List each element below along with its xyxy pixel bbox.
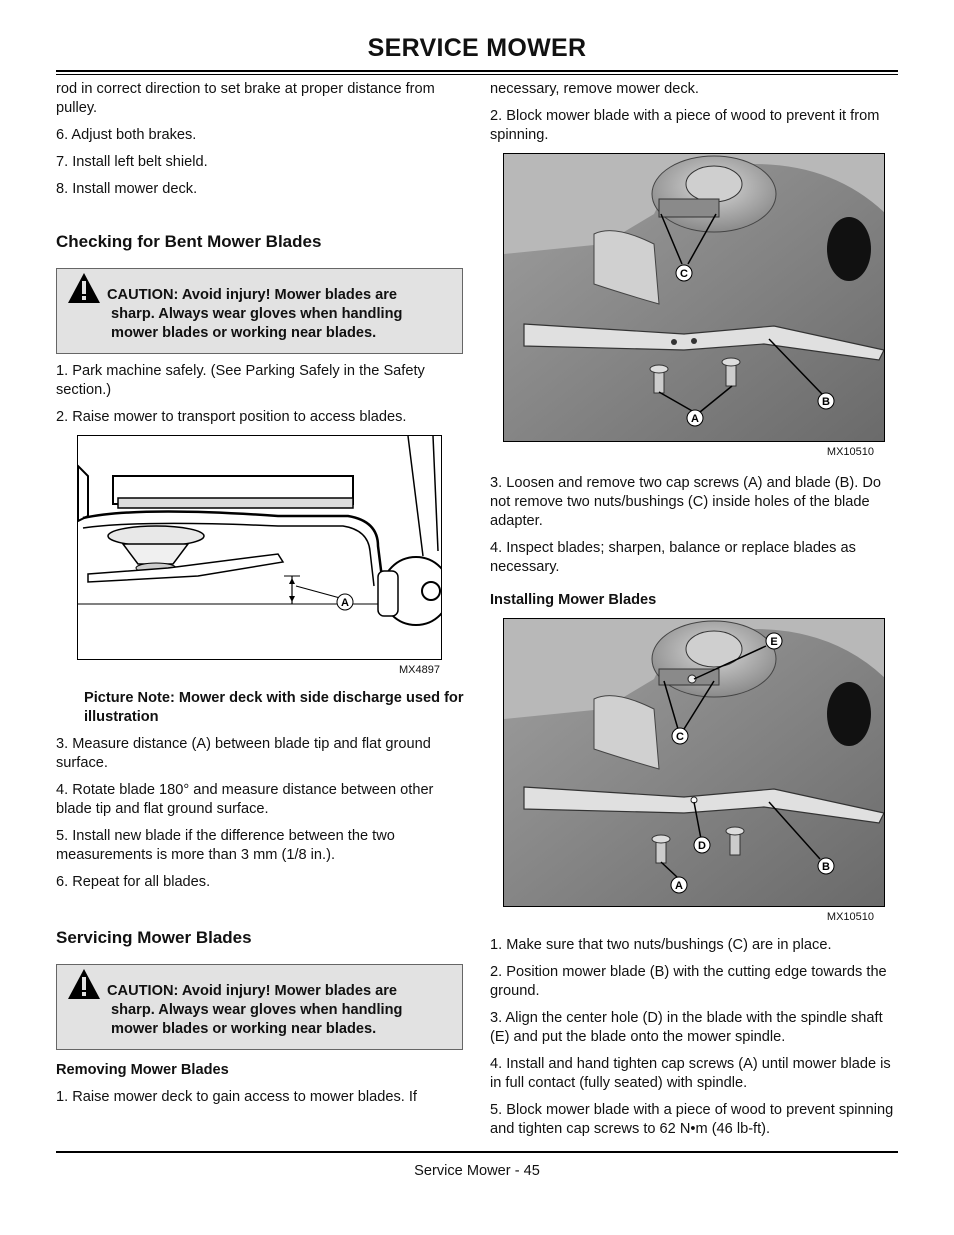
warning-triangle-icon [67,968,101,1000]
page-footer: Service Mower - 45 [414,1163,540,1179]
step: 1. Make sure that two nuts/bushings (C) are in place. [490,937,832,953]
caution-line: CAUTION: Avoid injury! Mower blades are [107,983,398,999]
blade-removal-illustration [504,154,885,442]
section-heading-checking: Checking for Bent Mower Blades [56,232,322,251]
subheading-installing: Installing Mower Blades [490,592,657,608]
caution-box [56,268,463,354]
warning-triangle-icon [67,272,101,304]
step: 6. Adjust both brakes. [56,127,197,143]
figure-deck-measure [77,435,442,660]
step: 3. Loosen and remove two cap screws (A) and blade (B). Do not remove two nuts/bushings (C) inside holes of the blade adapter. [490,475,881,529]
section-heading-servicing: Servicing Mower Blades [56,928,252,947]
figure-blade-install [503,618,885,907]
step: 2. Raise mower to transport position to access blades. [56,409,407,425]
header-rule [56,70,898,72]
callout-b: B [822,861,830,873]
callout-a: A [675,880,683,892]
blade-install-illustration [504,619,885,907]
caution-line: mower blades or working near blades. [111,1021,377,1037]
caution-box [56,964,463,1050]
caution-line: sharp. Always wear gloves when handling [111,306,403,322]
caution-line: sharp. Always wear gloves when handling [111,1002,403,1018]
step: 3. Align the center hole (D) in the blade with the spindle shaft (E) and put the blade onto the mower spindle. [490,1010,883,1045]
figure-blade-removal [503,153,885,442]
header-rule-thin [56,74,898,75]
page-title: SERVICE MOWER [367,34,587,62]
step: 8. Install mower deck. [56,181,198,197]
callout-c: C [680,268,688,280]
picture-note: Picture Note: Mower deck with side discharge used for illustration [84,690,464,725]
callout-a: A [341,597,349,609]
step: 2. Block mower blade with a piece of wood to prevent it from spinning. [490,108,880,143]
step: 7. Install left belt shield. [56,154,208,170]
caution-line: mower blades or working near blades. [111,325,377,341]
footer-rule [56,1151,898,1153]
callout-b: B [822,396,830,408]
figure-id: MX10510 [826,911,874,923]
right-column [490,80,895,1147]
step: 5. Block mower blade with a piece of wood to prevent spinning and tighten cap screws to 62 N•m (46 lb-ft). [490,1102,894,1137]
figure-id: MX10510 [826,446,874,458]
intro-paragraph: rod in correct direction to set brake at proper distance from pulley. [56,81,435,116]
caution-line: CAUTION: Avoid injury! Mower blades are [107,287,398,303]
deck-illustration [78,436,442,660]
step: 1. Raise mower deck to gain access to mower blades. If [56,1089,417,1105]
step: 4. Rotate blade 180° and measure distance between other blade tip and flat ground surface. [56,782,434,817]
step: 4. Install and hand tighten cap screws (A) until mower blade is in full contact (fully seated) with spindle. [490,1056,891,1091]
step: 4. Inspect blades; sharpen, balance or replace blades as necessary. [490,540,856,575]
figure-id: MX4897 [399,664,440,676]
step: 3. Measure distance (A) between blade tip and flat ground surface. [56,736,431,771]
step: 6. Repeat for all blades. [56,874,211,890]
subheading-removing: Removing Mower Blades [56,1062,229,1078]
step: 2. Position mower blade (B) with the cutting edge towards the ground. [490,964,887,999]
left-column [56,80,466,1115]
continued-text: necessary, remove mower deck. [490,81,699,97]
callout-a: A [691,413,699,425]
step: 5. Install new blade if the difference between the two measurements is more than 3 mm (1/8 in.). [56,828,395,863]
callout-e: E [770,636,778,648]
step: 1. Park machine safely. (See Parking Safely in the Safety section.) [56,363,425,398]
callout-d: D [698,840,706,852]
callout-c: C [676,731,684,743]
